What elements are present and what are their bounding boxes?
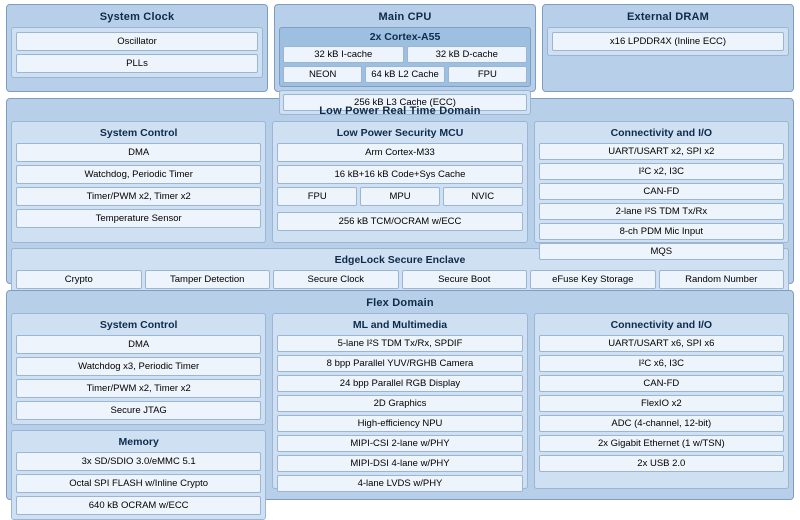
external-dram-inner [547,27,789,56]
flex-conn-i2c: I²C x6, I3C [539,355,784,372]
flex-ml-parallel-camera: 8 bpp Parallel YUV/RGHB Camera [277,355,522,372]
lp-sc-dma: DMA [16,143,261,162]
system-clock-item-plls: PLLs [16,54,258,73]
lp-sc-watchdog: Watchdog, Periodic Timer [16,165,261,184]
flex-conn-canfd: CAN-FD [539,375,784,392]
lp-mcu-cache: 16 kB+16 kB Code+Sys Cache [277,165,522,184]
flex-ml-i2s-spdif: 5-lane I²S TDM Tx/Rx, SPDIF [277,335,522,352]
lp-conn-i2s: 2-lane I²S TDM Tx/Rx [539,203,784,220]
lp-conn-pdm: 8-ch PDM Mic Input [539,223,784,240]
system-clock-block [6,4,268,92]
flex-connectivity-title: Connectivity and I/O [610,319,713,331]
system-clock-title: System Clock [99,11,175,23]
cortex-a55-core [279,27,531,87]
lp-conn-uart: UART/USART x2, SPI x2 [539,143,784,160]
lp-conn-mqs: MQS [539,243,784,260]
enclave-crypto: Crypto [16,270,142,289]
flex-connectivity-block [534,313,789,489]
flex-ml-multimedia-column [272,313,527,489]
lp-security-mcu-column [272,121,527,243]
flex-sc-watchdog: Watchdog x3, Periodic Timer [16,357,261,376]
flex-sc-timer: Timer/PWM x2, Timer x2 [16,379,261,398]
flex-connectivity-column [534,313,789,489]
lp-conn-i2c: I²C x2, I3C [539,163,784,180]
cpu-dcache: 32 kB D-cache [407,46,528,63]
external-dram-item: x16 LPDDR4X (Inline ECC) [552,32,784,51]
lp-mcu-tcm: 256 kB TCM/OCRAM w/ECC [277,212,522,231]
main-cpu-block [274,4,536,108]
cpu-l2cache: 64 kB L2 Cache [365,66,444,83]
low-power-domain-title: Low Power Real Time Domain [319,105,481,117]
cpu-icache: 32 kB I-cache [283,46,404,63]
flex-memory-block [11,430,266,520]
flex-system-control-title: System Control [99,319,178,331]
low-power-domain-columns [11,121,789,257]
flex-ml-parallel-rgb-display: 24 bpp Parallel RGB Display [277,375,522,392]
lp-connectivity-block [534,121,789,257]
system-clock-item-oscillator: Oscillator [16,32,258,51]
enclave-efuse-key-storage: eFuse Key Storage [530,270,656,289]
cortex-a55-title: 2x Cortex-A55 [369,31,441,43]
lp-connectivity-title: Connectivity and I/O [610,127,713,139]
external-dram-title: External DRAM [626,11,710,23]
flex-conn-usb: 2x USB 2.0 [539,455,784,472]
external-dram-block [542,4,794,92]
enclave-random-number: Random Number [659,270,785,289]
lp-mcu-nvic: NVIC [443,187,523,206]
edgelock-items-row [16,270,784,289]
flex-ml-2d-graphics: 2D Graphics [277,395,522,412]
low-power-domain-block [6,98,794,284]
flex-conn-flexio: FlexIO x2 [539,395,784,412]
flex-ml-multimedia-title: ML and Multimedia [352,319,448,331]
flex-conn-adc: ADC (4-channel, 12-bit) [539,415,784,432]
flex-domain-block [6,290,794,511]
enclave-secure-clock: Secure Clock [273,270,399,289]
lp-mcu-mpu: MPU [360,187,440,206]
cpu-l3cache: 256 kB L3 Cache (ECC) [283,94,527,111]
flex-conn-ethernet: 2x Gigabit Ethernet (1 w/TSN) [539,435,784,452]
edgelock-title: EdgeLock Secure Enclave [334,254,466,266]
flex-ml-mipi-dsi: MIPI-DSI 4-lane w/PHY [277,455,522,472]
flex-ml-multimedia-block [272,313,527,489]
flex-sc-dma: DMA [16,335,261,354]
lp-security-mcu-block [272,121,527,243]
flex-memory-title: Memory [118,436,159,448]
lp-mcu-units-row [277,187,522,206]
system-clock-inner [11,27,263,78]
lp-connectivity-column [534,121,789,257]
flex-ml-mipi-csi: MIPI-CSI 2-lane w/PHY [277,435,522,452]
flex-system-control-block [11,313,266,425]
flex-system-control-column [11,313,266,511]
flex-sc-secure-jtag: Secure JTAG [16,401,261,420]
lp-system-control-block [11,121,266,243]
cpu-fpu: FPU [448,66,527,83]
lp-system-control-column [11,121,266,243]
lp-sc-temp-sensor: Temperature Sensor [16,209,261,228]
lp-security-mcu-title: Low Power Security MCU [336,127,464,139]
flex-conn-uart: UART/USART x6, SPI x6 [539,335,784,352]
lp-sc-timer: Timer/PWM x2, Timer x2 [16,187,261,206]
lp-mcu-fpu: FPU [277,187,357,206]
enclave-secure-boot: Secure Boot [402,270,528,289]
flex-domain-columns [11,313,789,511]
lp-conn-canfd: CAN-FD [539,183,784,200]
lp-mcu-core: Arm Cortex-M33 [277,143,522,162]
main-cpu-title: Main CPU [378,11,432,23]
flex-mem-sd: 3x SD/SDIO 3.0/eMMC 5.1 [16,452,261,471]
flex-mem-ocram: 640 kB OCRAM w/ECC [16,496,261,515]
top-row [6,4,794,108]
flex-domain-title: Flex Domain [366,297,434,309]
enclave-tamper-detection: Tamper Detection [145,270,271,289]
flex-mem-octal-spi: Octal SPI FLASH w/Inline Crypto [16,474,261,493]
cpu-units-row [283,66,527,83]
flex-ml-lvds: 4-lane LVDS w/PHY [277,475,522,492]
cpu-cache-row [283,46,527,63]
cpu-neon: NEON [283,66,362,83]
lp-system-control-title: System Control [99,127,178,139]
flex-ml-npu: High-efficiency NPU [277,415,522,432]
